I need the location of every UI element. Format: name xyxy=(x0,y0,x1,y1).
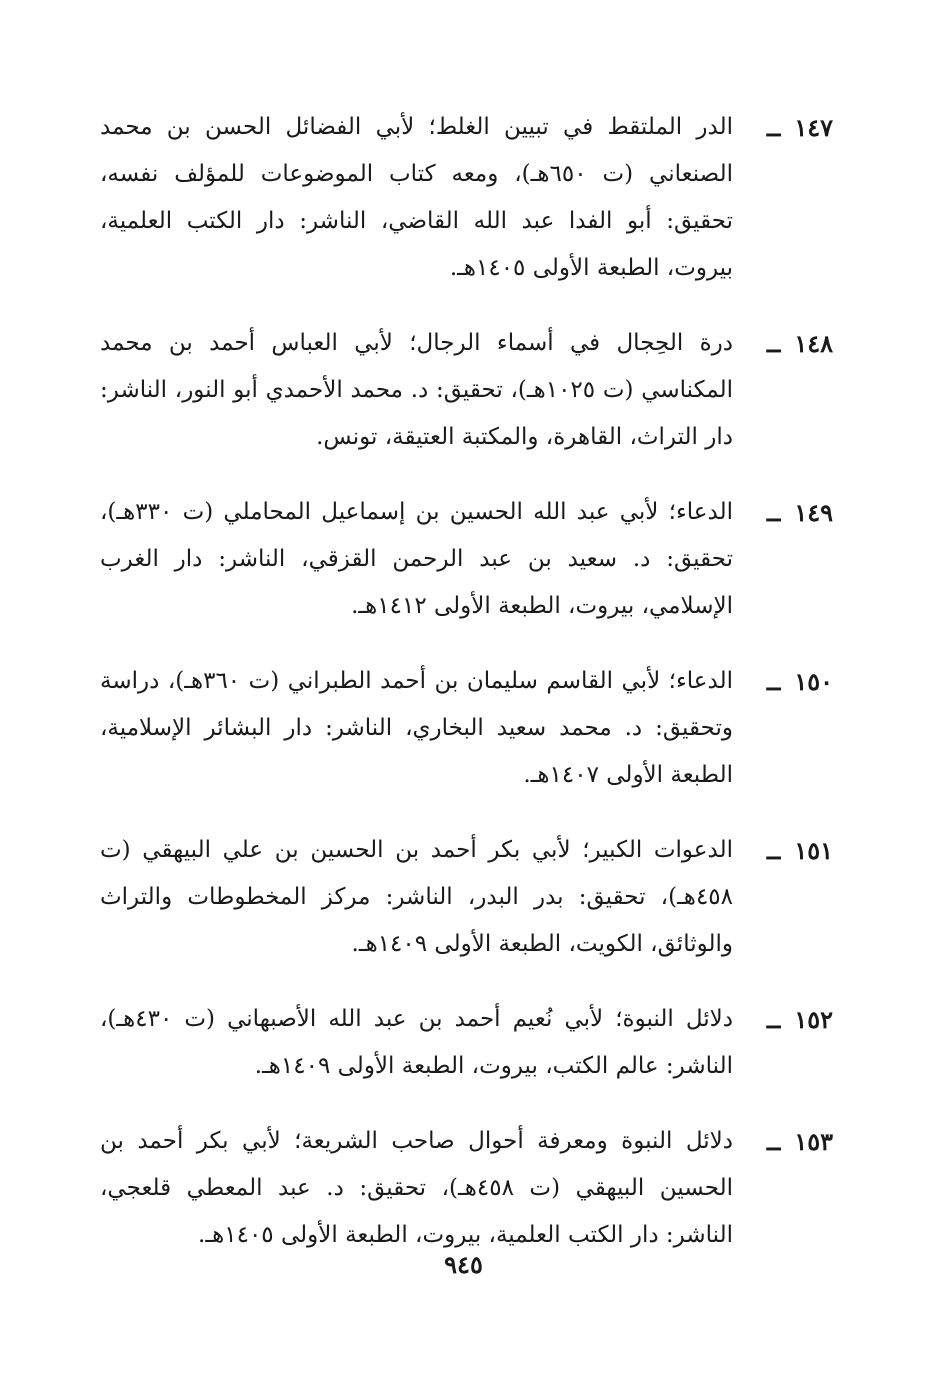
entry-dash: ــ xyxy=(766,1007,781,1034)
entry-number: ١٥٢ xyxy=(794,1005,833,1034)
bibliography-entry-149 xyxy=(100,489,833,630)
entry-dash: ــ xyxy=(766,1129,781,1156)
bibliography-entry-150 xyxy=(100,658,833,799)
entry-text: الدعوات الكبير؛ لأبي بكر أحمد بن الحسين بن علي البيهقي (ت ٤٥٨هـ)، تحقيق: بدر البدر، الناشر: مركز المخطوطات والتراث والوثائق، الكويت، الطبعة الأولى ١٤٠٩هـ. xyxy=(100,837,733,957)
entry-number: ١٤٩ xyxy=(794,498,833,527)
bibliography-entry-153 xyxy=(100,1118,833,1259)
entry-marker xyxy=(737,1118,833,1166)
entry-text: الدعاء؛ لأبي القاسم سليمان بن أحمد الطبراني (ت ٣٦٠هـ)، دراسة وتحقيق: د. محمد سعيد البخاري، الناشر: دار البشائر الإسلامية، الطبعة الأولى ١٤٠٧هـ. xyxy=(100,668,733,788)
entry-text: الدر الملتقط في تبيين الغلط؛ لأبي الفضائل الحسن بن محمد الصنعاني (ت ٦٥٠هـ)، ومعه كتاب الموضوعات للمؤلف نفسه، تحقيق: أبو الفدا عبد الله القاضي، الناشر: دار الكتب العلمية، بيروت، الطبعة الأولى ١٤٠٥هـ. xyxy=(100,114,733,281)
entry-marker xyxy=(737,996,833,1044)
entry-marker xyxy=(737,827,833,875)
entry-number: ١٥٣ xyxy=(794,1127,833,1156)
entry-text: دلائل النبوة ومعرفة أحوال صاحب الشريعة؛ لأبي بكر أحمد بن الحسين البيهقي (ت ٤٥٨هـ)، تحقيق: د. عبد المعطي قلعجي، الناشر: دار الكتب العلمية، بيروت، الطبعة الأولى ١٤٠٥هـ. xyxy=(100,1128,733,1248)
entry-number: ١٥١ xyxy=(794,836,833,865)
entry-number: ١٥٠ xyxy=(794,667,833,696)
bibliography-entry-151 xyxy=(100,827,833,968)
entry-dash: ــ xyxy=(766,838,781,865)
entry-marker xyxy=(737,489,833,537)
page-number: ٩٤٥ xyxy=(444,1250,483,1279)
bibliography-entry-147 xyxy=(100,104,833,292)
bibliography-list xyxy=(100,104,833,1287)
bibliography-entry-152 xyxy=(100,996,833,1090)
entry-number: ١٤٧ xyxy=(794,113,833,142)
entry-text: الدعاء؛ لأبي عبد الله الحسين بن إسماعيل المحاملي (ت ٣٣٠هـ)، تحقيق: د. سعيد بن عبد الرحمن القزقي، الناشر: دار الغرب الإسلامي، بيروت، الطبعة الأولى ١٤١٢هـ. xyxy=(100,499,733,619)
entry-dash: ــ xyxy=(766,669,781,696)
entry-marker xyxy=(737,104,833,152)
entry-dash: ــ xyxy=(766,500,781,527)
entry-dash: ــ xyxy=(766,115,781,142)
bibliography-entry-148 xyxy=(100,320,833,461)
entry-marker xyxy=(737,320,833,368)
entry-text: درة الحِجال في أسماء الرجال؛ لأبي العباس أحمد بن محمد المكناسي (ت ١٠٢٥هـ)، تحقيق: د. محمد الأحمدي أبو النور، الناشر: دار التراث، القاهرة، والمكتبة العتيقة، تونس. xyxy=(100,330,733,450)
entry-text: دلائل النبوة؛ لأبي نُعيم أحمد بن عبد الله الأصبهاني (ت ٤٣٠هـ)، الناشر: عالم الكتب، بيروت، الطبعة الأولى ١٤٠٩هـ. xyxy=(100,1006,733,1079)
entry-marker xyxy=(737,658,833,706)
entry-number: ١٤٨ xyxy=(794,329,833,358)
entry-dash: ــ xyxy=(766,331,781,358)
